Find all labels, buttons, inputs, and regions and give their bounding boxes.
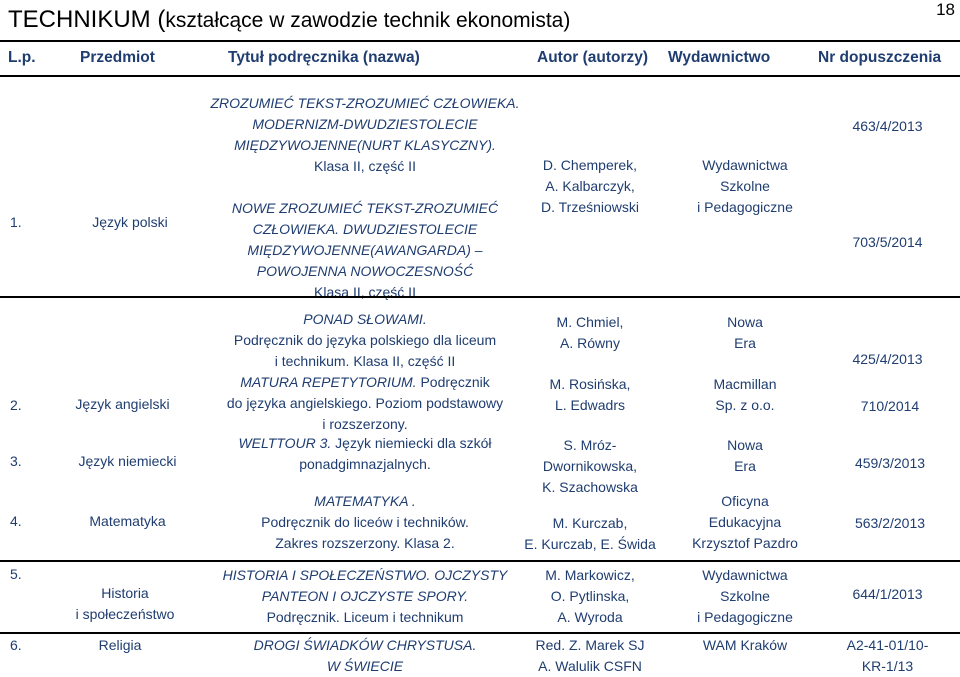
row1-author: D. Chemperek, A. Kalbarczyk, D. Trześniowski	[540, 157, 640, 215]
row3-lp: 3.	[10, 453, 22, 469]
page-number: 18	[936, 0, 955, 19]
col-title: Tytuł podręcznika (nazwa)	[228, 49, 420, 66]
row2-approval-a: 425/4/2013	[852, 351, 923, 367]
row1-title: ZROZUMIEĆ TEKST-ZROZUMIEĆ CZŁOWIEKA. MODERNIZM-DWUDZIESTOLECIE MIĘDZYWOJENNE(NURT KLASYCZNY). Klasa II, część II NOWE ZROZUMIEĆ TEKST-ZROZUMIEĆ CZŁOWIEKA. DWUDZIESTOLECIE MIĘDZYWOJENNE(AWANGARDA) – POWOJENNA NOWOCZESNOŚĆ Klasa II, część II	[210, 95, 520, 300]
row2-publisher-b: Macmillan Sp. z o.o.	[713, 376, 777, 413]
row3-publisher: Nowa Era	[727, 437, 763, 474]
row6-publisher: WAM Kraków	[702, 637, 788, 653]
row4-publisher: Oficyna Edukacyjna Krzysztof Pazdro	[692, 493, 798, 551]
row1-subject: Język polski	[92, 214, 168, 230]
row4-author: M. Kurczab, E. Kurczab, E. Świda	[524, 515, 656, 552]
row3-author: S. Mróz- Dwornikowska, K. Szachowska	[542, 437, 638, 495]
row2-author-a: M. Chmiel, A. Równy	[556, 314, 624, 351]
row1-lp: 1.	[10, 214, 22, 230]
row2-publisher-a: Nowa Era	[727, 314, 763, 351]
row6-lp: 6.	[10, 637, 22, 653]
row5-subject: Historia i społeczeństwo	[75, 585, 175, 622]
row6-subject: Religia	[98, 637, 142, 653]
row4-title: MATEMATYKA . Podręcznik do liceów i techników. Zakres rozszerzony. Klasa 2.	[261, 493, 469, 551]
row5-approval: 644/1/2013	[852, 586, 923, 602]
row3-title: WELTTOUR 3. Język niemiecki dla szkół ponadgimnazjalnych.	[238, 435, 492, 472]
row2-approval-b: 710/2014	[860, 398, 920, 414]
row2-title-b: MATURA REPETYTORIUM. Podręcznik do języka angielskiego. Poziom podstawowy i rozszerzony.	[226, 374, 504, 432]
row6-title: DROGI ŚWIADKÓW CHRYSTUSA. W ŚWIECIE	[253, 637, 477, 674]
row3-subject: Język niemiecki	[78, 453, 177, 469]
row6-approval: A2-41-01/10- KR-1/13	[846, 637, 929, 674]
row1-publisher: Wydawnictwa Szkolne i Pedagogiczne	[697, 157, 793, 215]
col-lp: L.p.	[8, 49, 36, 66]
row3-approval: 459/3/2013	[854, 455, 926, 471]
row5-lp: 5.	[10, 566, 22, 582]
table-header	[0, 40, 960, 77]
heading-rest: kształcące w zawodzie technik ekonomista)	[165, 9, 571, 32]
heading-main: TECHNIKUM (	[8, 6, 166, 33]
row5-publisher: Wydawnictwa Szkolne i Pedagogiczne	[697, 567, 793, 625]
row2-subject: Język angielski	[75, 396, 170, 412]
row5-author: M. Markowicz, O. Pytlinska, A. Wyroda	[545, 567, 635, 625]
page-heading	[8, 6, 570, 34]
row2-author-b: M. Rosińska, L. Edwadrs	[549, 376, 631, 413]
row4-approval: 563/2/2013	[854, 515, 926, 531]
col-subject: Przedmiot	[80, 49, 155, 66]
row-divider	[0, 632, 960, 634]
row6-author: Red. Z. Marek SJ A. Walulik CSFN	[535, 637, 645, 674]
row2-title-a: PONAD SŁOWAMI. Podręcznik do języka polskiego dla liceum i technikum. Klasa II, część II	[233, 311, 497, 369]
row4-lp: 4.	[10, 513, 22, 529]
row2-lp: 2.	[10, 397, 22, 413]
row1-approval-1: 463/4/2013	[852, 118, 923, 134]
col-publisher: Wydawnictwo	[668, 49, 771, 66]
row1-approval-2: 703/5/2014	[852, 234, 923, 250]
row4-subject: Matematyka	[89, 513, 166, 529]
row-divider	[0, 560, 960, 562]
col-author: Autor (autorzy)	[537, 49, 649, 66]
col-approval: Nr dopuszczenia	[818, 49, 942, 66]
row5-title: HISTORIA I SPOŁECZEŃSTWO. OJCZYSTY PANTEON I OJCZYSTE SPORY. Podręcznik. Liceum i technikum	[222, 567, 508, 625]
row-divider	[0, 296, 960, 298]
